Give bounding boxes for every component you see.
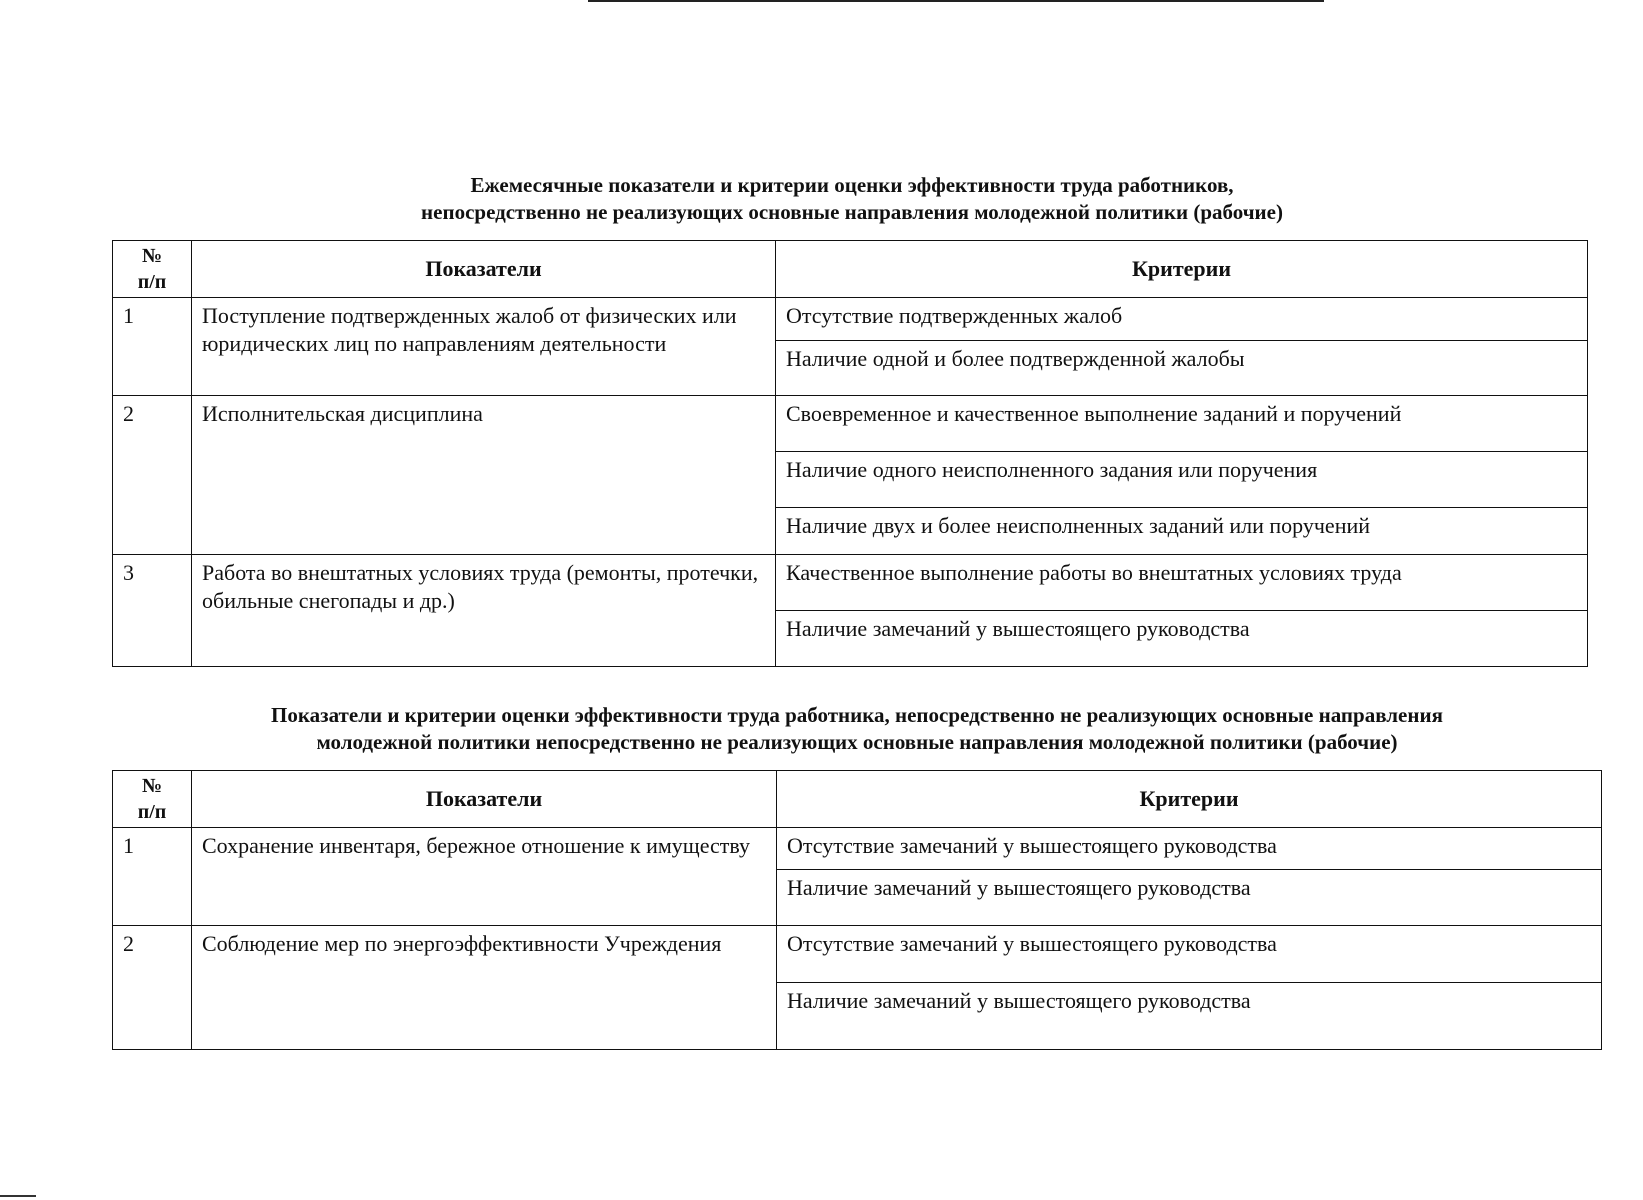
table2-indicators-header: Показатели xyxy=(192,771,777,828)
table2-row1-indicator: Сохранение инвентаря, бережное отношение к имуществу xyxy=(192,828,777,926)
table2-header-row xyxy=(113,771,1602,828)
table2-row2-criterion2: Наличие замечаний у вышестоящего руководства xyxy=(777,983,1602,1050)
table1-row1-criterion2: Наличие одной и более подтвержденной жалобы xyxy=(776,341,1588,396)
table1-header-row xyxy=(113,241,1588,298)
table1-title xyxy=(112,172,1592,226)
table1-num-header-line1: № xyxy=(141,245,163,267)
table1 xyxy=(112,240,1588,667)
table1-row3-criterion1: Качественное выполнение работы во внештатных условиях труда xyxy=(776,555,1588,611)
table2-row2-indicator: Соблюдение мер по энергоэффективности Учреждения xyxy=(192,926,777,1050)
table-row xyxy=(113,396,1588,452)
table1-row1-num: 1 xyxy=(113,298,192,396)
table2-title xyxy=(112,702,1602,756)
table1-indicators-header: Показатели xyxy=(192,241,776,298)
top-scan-rule xyxy=(588,0,1324,2)
table1-row3-criterion2: Наличие замечаний у вышестоящего руководства xyxy=(776,611,1588,667)
table2-criteria-header: Критерии xyxy=(777,771,1602,828)
table1-row1-criterion1: Отсутствие подтвержденных жалоб xyxy=(776,298,1588,341)
table2-row2-num: 2 xyxy=(113,926,192,1050)
table2-num-header xyxy=(113,771,192,828)
table2-row1-criterion2: Наличие замечаний у вышестоящего руководства xyxy=(777,870,1602,926)
table2-row2-criterion1: Отсутствие замечаний у вышестоящего руководства xyxy=(777,926,1602,983)
table1-criteria-header: Критерии xyxy=(776,241,1588,298)
table1-row1-indicator: Поступление подтвержденных жалоб от физических или юридических лиц по направлениям деятельности xyxy=(192,298,776,396)
table-row xyxy=(113,828,1602,870)
table-row xyxy=(113,555,1588,611)
table-row xyxy=(113,298,1588,341)
table2 xyxy=(112,770,1602,1050)
table1-title-line2: непосредственно не реализующих основные направления молодежной политики (рабочие) xyxy=(421,200,1283,224)
table2-row1-num: 1 xyxy=(113,828,192,926)
table1-row2-criterion2: Наличие одного неисполненного задания или поручения xyxy=(776,452,1588,508)
table1-row2-num: 2 xyxy=(113,396,192,555)
table1-title-line1: Ежемесячные показатели и критерии оценки эффективности труда работников, xyxy=(470,173,1234,197)
table1-num-header-line2: п/п xyxy=(137,271,167,293)
table1-row2-criterion1: Своевременное и качественное выполнение заданий и поручений xyxy=(776,396,1588,452)
table1-row3-num: 3 xyxy=(113,555,192,667)
table1-num-header xyxy=(113,241,192,298)
table1-row2-criterion3: Наличие двух и более неисполненных заданий или поручений xyxy=(776,508,1588,555)
table-row xyxy=(113,926,1602,983)
bottom-scan-mark xyxy=(0,1195,36,1197)
table1-row2-indicator: Исполнительская дисциплина xyxy=(192,396,776,555)
table1-row3-indicator: Работа во внештатных условиях труда (ремонты, протечки, обильные снегопады и др.) xyxy=(192,555,776,667)
table2-title-line2: молодежной политики непосредственно не реализующих основные направления молодежной политики (рабочие) xyxy=(316,730,1398,754)
table2-title-line1: Показатели и критерии оценки эффективности труда работника, непосредственно не реализующих основные направления xyxy=(271,703,1443,727)
table2-num-header-line2: п/п xyxy=(137,801,167,823)
table2-num-header-line1: № xyxy=(141,775,163,797)
table2-row1-criterion1: Отсутствие замечаний у вышестоящего руководства xyxy=(777,828,1602,870)
